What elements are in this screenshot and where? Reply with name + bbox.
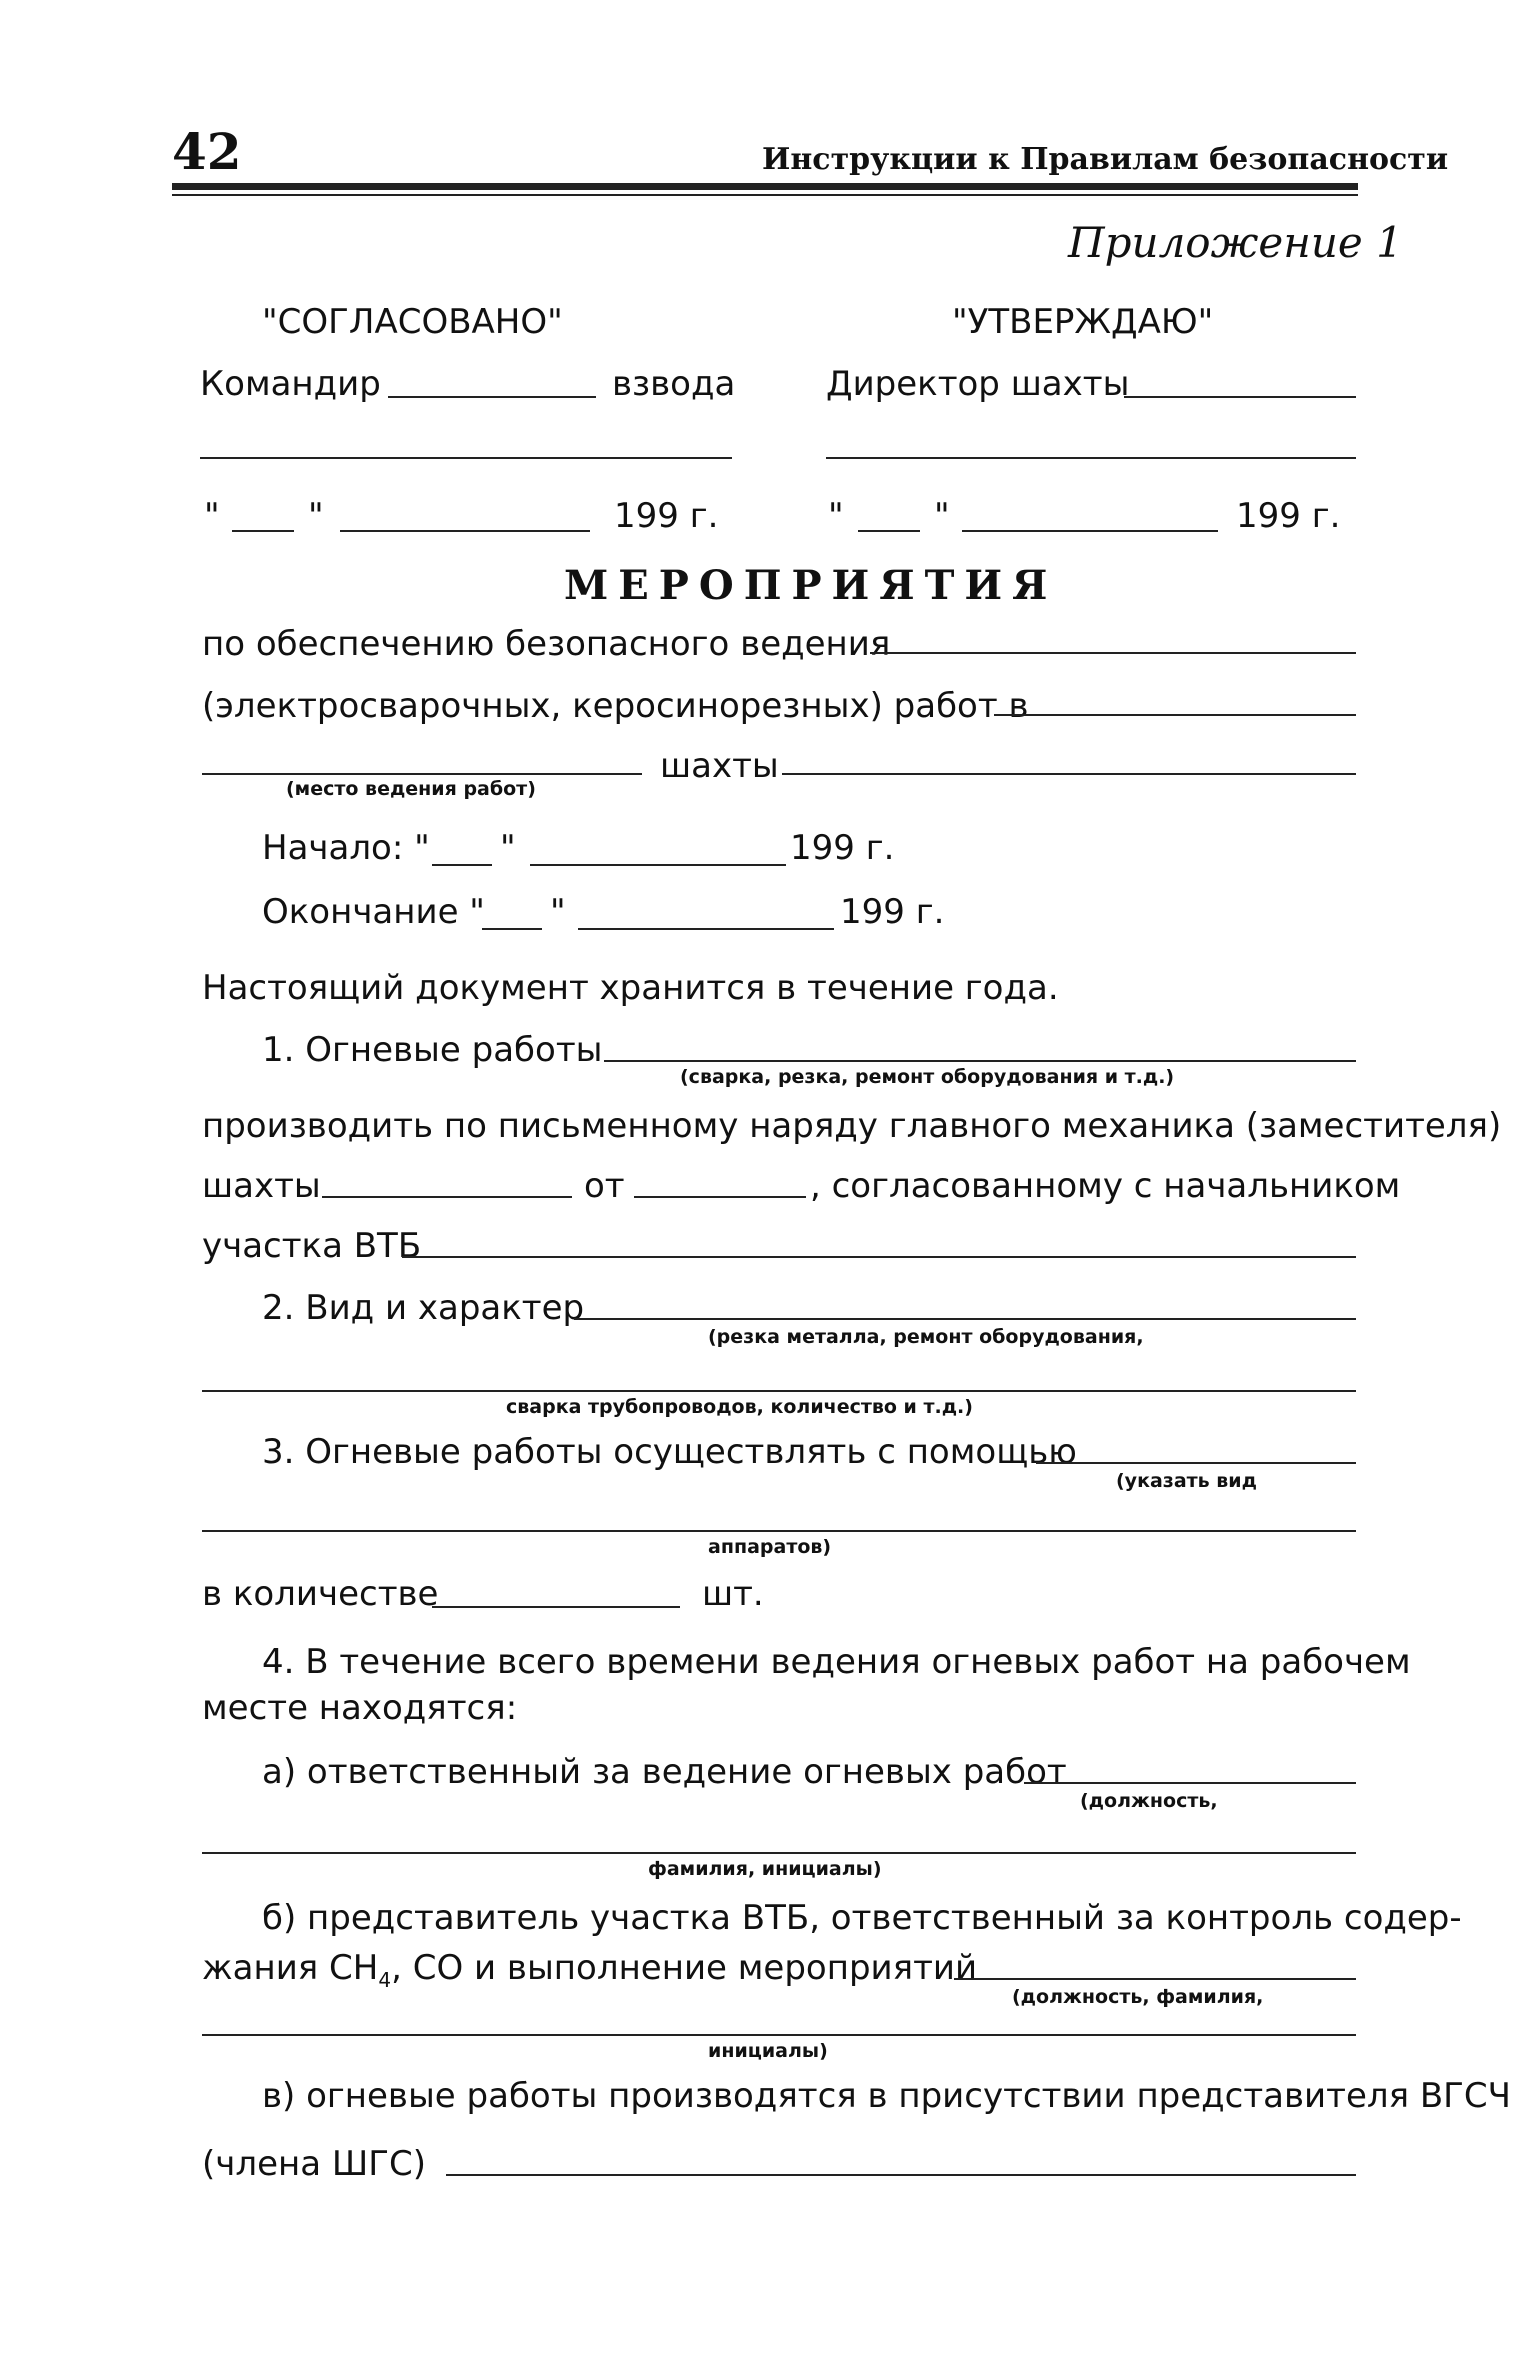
start-day-line[interactable] [432, 864, 492, 866]
item4-line-2: месте находятся: [202, 1688, 518, 1728]
item1-mine: шахты [202, 1166, 321, 1206]
item1-mine-line[interactable] [322, 1196, 572, 1198]
quantity-unit: шт. [702, 1574, 764, 1614]
approved-day-line[interactable] [858, 530, 920, 532]
item4b-line-2-post: , СО и выполнение мероприятий [391, 1948, 978, 1988]
item4a-label: а) ответственный за ведение огневых работ [262, 1752, 1067, 1792]
commander-signature-line[interactable] [388, 396, 596, 398]
item1-line-2: производить по письменному наряду главного механика (заместителя) [202, 1106, 1502, 1146]
item3-caption-1: (указать вид [1116, 1470, 1257, 1492]
mine-name-line[interactable] [782, 773, 1356, 775]
item4-line-1: 4. В течение всего времени ведения огневых работ на рабочем [262, 1642, 1411, 1682]
item2-line-1[interactable] [574, 1318, 1356, 1320]
document-title: МЕРОПРИЯТИЯ [564, 562, 1058, 609]
page-number: 42 [172, 122, 242, 181]
item4c-line-fill[interactable] [446, 2174, 1356, 2176]
item4a-line-2[interactable] [202, 1852, 1356, 1854]
item4c-line-2: (члена ШГС) [202, 2144, 426, 2184]
end-month-line[interactable] [578, 928, 834, 930]
header-rule-thick [172, 183, 1358, 190]
item2-line-2[interactable] [202, 1390, 1356, 1392]
agreed-day-line[interactable] [232, 530, 294, 532]
item4b-line-1: б) представитель участка ВТБ, ответственный за контроль содер- [262, 1898, 1462, 1938]
item4b-caption-2: инициалы) [708, 2040, 828, 2062]
item1-from: от [584, 1166, 625, 1206]
end-close-quote: " [550, 892, 566, 932]
start-month-line[interactable] [530, 864, 786, 866]
item3-line-1[interactable] [1036, 1462, 1356, 1464]
appendix-label: Приложение 1 [1068, 218, 1403, 267]
end-label: Окончание " [262, 892, 485, 932]
agreed-date-quote-open: " [204, 496, 220, 536]
item3-caption-2: аппаратов) [708, 1536, 832, 1558]
item4a-caption-2: фамилия, инициалы) [648, 1858, 882, 1880]
approved-date-quote-open: " [828, 496, 844, 536]
start-label: Начало: " [262, 828, 430, 868]
director-signature-line[interactable] [1124, 396, 1356, 398]
running-title: Инструкции к Правилам безопасности [762, 142, 1449, 177]
item1-agreed: , согласованному с начальником [810, 1166, 1401, 1206]
works-type-line[interactable] [870, 652, 1356, 654]
end-year: 199 г. [840, 892, 945, 932]
item1-works-line[interactable] [604, 1060, 1356, 1062]
platoon-label: взвода [612, 364, 736, 404]
approved-year: 199 г. [1236, 496, 1341, 536]
item1-label: 1. Огневые работы [262, 1030, 603, 1070]
director-label: Директор шахты [826, 364, 1130, 404]
storage-note: Настоящий документ хранится в течение года. [202, 968, 1059, 1008]
item1-caption: (сварка, резка, ремонт оборудования и т.д.) [680, 1066, 1175, 1088]
agreed-name-line[interactable] [200, 457, 732, 459]
item3-label: 3. Огневые работы осуществлять с помощью [262, 1432, 1077, 1472]
item1-section-line[interactable] [402, 1256, 1356, 1258]
agreed-heading: "СОГЛАСОВАНО" [262, 302, 563, 342]
start-year: 199 г. [790, 828, 895, 868]
item4b-subscript: 4 [378, 1967, 392, 1992]
agreed-date-quote-close: " [308, 496, 324, 536]
approved-name-line[interactable] [826, 457, 1356, 459]
works-place-line[interactable] [994, 714, 1356, 716]
work-location-line[interactable] [202, 773, 642, 775]
item4a-line-1[interactable] [1024, 1782, 1356, 1784]
item4b-line-2 [202, 1948, 977, 2000]
intro-line-1: по обеспечению безопасного ведения [202, 624, 891, 664]
agreed-year: 199 г. [614, 496, 719, 536]
item4b-line-2-fill[interactable] [202, 2034, 1356, 2036]
approved-heading: "УТВЕРЖДАЮ" [952, 302, 1214, 342]
item4b-caption-1: (должность, фамилия, [1012, 1986, 1264, 2008]
agreed-month-line[interactable] [340, 530, 590, 532]
item1-from-line[interactable] [634, 1196, 806, 1198]
item2-label: 2. Вид и характер [262, 1288, 585, 1328]
commander-label: Командир [200, 364, 381, 404]
quantity-line[interactable] [432, 1606, 680, 1608]
item4c-line-1: в) огневые работы производятся в присутствии представителя ВГСЧ [262, 2076, 1511, 2116]
intro-line-2: (электросварочных, керосинорезных) работ в [202, 686, 1029, 726]
place-caption: (место ведения работ) [286, 778, 536, 800]
mine-word: шахты [660, 746, 779, 786]
approved-date-quote-close: " [934, 496, 950, 536]
item2-caption-1: (резка металла, ремонт оборудования, [708, 1326, 1144, 1348]
header-rule-thin [172, 194, 1358, 196]
item2-caption-2: сварка трубопроводов, количество и т.д.) [506, 1396, 973, 1418]
approved-month-line[interactable] [962, 530, 1218, 532]
quantity-label: в количестве [202, 1574, 439, 1614]
item1-section: участка ВТБ [202, 1226, 422, 1266]
end-day-line[interactable] [482, 928, 542, 930]
item3-line-2[interactable] [202, 1530, 1356, 1532]
start-close-quote: " [500, 828, 516, 868]
item4b-line-1-fill[interactable] [954, 1978, 1356, 1980]
item4a-caption-1: (должность, [1080, 1790, 1218, 1812]
item4b-line-2-pre: жания СН [202, 1948, 379, 1988]
